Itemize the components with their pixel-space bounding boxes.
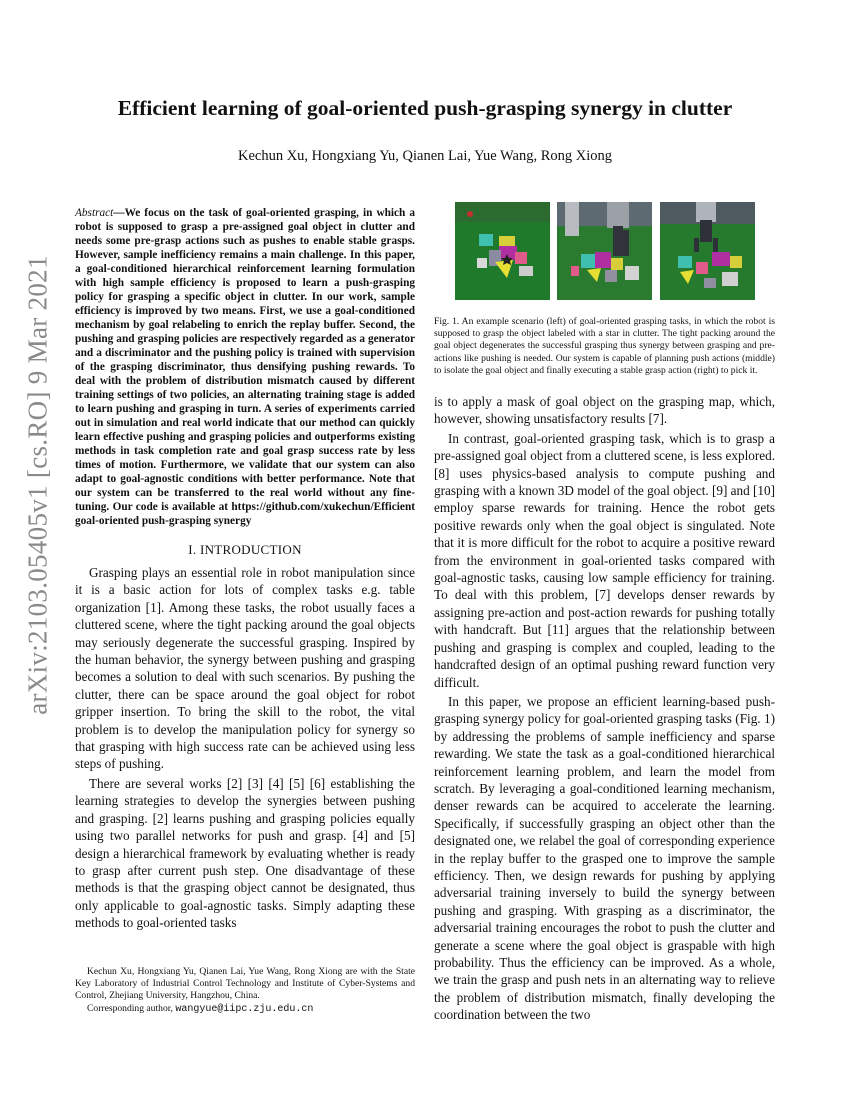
right-paragraph-2: In contrast, goal-oriented grasping task, which is to grasp a pre-assigned goal object from a cluttered scene, is less explored. [8] uses physics-based analysis to compute pushing and grasping with a known 3D model of the goal object. [9] and [10] employ sparse rewards for training. Hence the robot gets positive rewards only when the goal object is singulated. Note that it is more difficult for the robot to acquire a positive reward from the environment in goal-oriented tasks compared with goal-agnostic tasks, causing low sample efficiency for training. To deal with this problem, [7] develops denser rewards by assigning pre-action and post-action rewards for pushing totally with handcraft. But [11] argues that the relationship between pushing and grasping is complex and coupled, leading to the handcrafted design of an optimal pushing reward function very difficult. [434,430,775,690]
abstract [75,206,415,528]
figure-photo-right-grasp-action [660,202,755,300]
abstract-dash: — [113,207,125,219]
right-column [434,202,775,1026]
left-column [75,206,415,934]
figure-1-caption: Fig. 1. An example scenario (left) of goal-oriented grasping tasks, in which the robot is supposed to grasp the object labeled with a star in clutter. The tight packing around the goal object degenerates the successful grasping thus synergy between grasping and pre-actions like pushing is needed. Our system is capable of planning push actions (middle) to isolate the goal object and finally executing a stable grasp action (right) to pick it. [434,316,775,376]
footnote [75,966,415,1016]
figure-photo-left-cluttered-scene [455,202,550,300]
footnote-affiliation: Kechun Xu, Hongxiang Yu, Qianen Lai, Yue Wang, Rong Xiong are with the State Key Laboratory of Industrial Control Technology and Institute of Cyber-Systems and Control, Zhejiang University, Hangzhou, China. [75,966,415,1002]
intro-paragraph-2: There are several works [2] [3] [4] [5] [6] establishing the learning strategies to develop the synergies between pushing and grasping. [2] learns pushing and grasping policies equally using two parallel networks for push and grasp. [4] and [5] design a hierarchical framework by evaluating whether is ready to grasp after current push step. One disadvantage of these methods is that the grasping object cannot be designated, thus only applicable to goal-agnostic tasks. Simply adapting these methods to goal-oriented tasks [75,775,415,931]
abstract-label: Abstract [75,207,114,219]
figure-photo-middle-push-action [557,202,652,300]
right-paragraph-1: is to apply a mask of goal object on the grasping map, which, however, showing unsatisfactory results [7]. [434,394,775,427]
arxiv-stamp [18,255,58,715]
corresponding-email: wangyue@iipc.zju.edu.cn [175,1003,314,1015]
figure-1-images [455,202,755,300]
author-list: Kechun Xu, Hongxiang Yu, Qianen Lai, Yue Wang, Rong Xiong [237,148,613,164]
footnote-corresponding [75,1003,415,1016]
corresponding-label: Corresponding author, [87,1002,173,1014]
right-paragraph-3: In this paper, we propose an efficient learning-based push-grasping synergy policy for goal-oriented grasping tasks (Fig. 1) by addressing the problems of sample inefficiency and sparse rewarding. We state the task as a goal-conditioned hierarchical reinforcement learning problem, and learn the model from scratch. By leveraging a goal-conditioned learning mechanism, denser rewards can be acquired to accelerate the learning. Specifically, if successfully grasping an object other than the designated one, we relabel the goal of corresponding experience in the replay buffer to the grasped one to improve the sample efficiency. Then, we design rewards for pushing by applying adversarial training inversely to build the synergy between pushing and grasping. With grasping as a discriminator, the adversarial training encourages the robot to push the clutter and generate a scene where the goal object is graspable with high probability. Thus the efficiency can be improved. As a whole, we train the grasp and push nets in an alternating way to relieve the problem of distribution mismatch, finally developing the coordination between the two [434,693,775,1023]
paper-title: Efficient learning of goal-oriented push-grasping synergy in clutter [117,96,733,120]
right-column-body [434,393,775,1024]
arxiv-stamp-text: arXiv:2103.05405v1 [cs.RO] 9 Mar 2021 [22,255,53,715]
section-heading-introduction: I. INTRODUCTION [188,542,302,557]
intro-paragraph-1: Grasping plays an essential role in robot manipulation since it is a basic action for lots of complex tasks e.g. table organization [1]. Among these tasks, the robot usually faces a cluttered scene, where the tight packing around the goal objects may seriously degenerate the successful grasping. Inspired by the human behavior, the synergy between pushing and grasping becomes a solution to deal with such scenarios. By pushing the clutter, there can be space around the goal object for robot gripper insertion. To bring the skill to the robot, the vital problem is to develop the manipulation policy for synergy so that grasping with high success rate can be achieved using less steps of pushing. [75,565,415,772]
abstract-text: We focus on the task of goal-oriented grasping, in which a robot is supposed to grasp a pre-assigned goal object in clutter and needs some pre-grasp actions such as pushes to enable stable grasps. However, sample inefficiency remains a main challenge. In this paper, a goal-conditioned hierarchical reinforcement learning formulation with high sample efficiency is proposed to learn a push-grasping policy for grasping a specific object in clutter. In our work, sample efficiency is improved by two means. First, we use a goal-conditioned mechanism by goal relabeling to enrich the replay buffer. Second, the pushing and grasping policies are respectively regarded as a generator and a discriminator and the pushing policy is trained with supervision of the grasping discriminator, thus densifying pushing rewards. To deal with the problem of distribution mismatch caused by different training settings of two policies, an alternating training stage is added to learn pushing and grasping in turn. A series of experiments carried out in simulation and real world indicate that our method can quickly learn effective pushing and grasping policies and outperforms existing methods in task completion rate and goal grasp success rate by less times of motion. Furthermore, we validate that our system can also adapt to goal-agnostic conditions with better performance. Note that our system can be transferred to the real world without any fine-tuning. Our code is available at https://github.com/xukechun/Efficient goal-oriented push-grasping synergy [75,207,415,527]
